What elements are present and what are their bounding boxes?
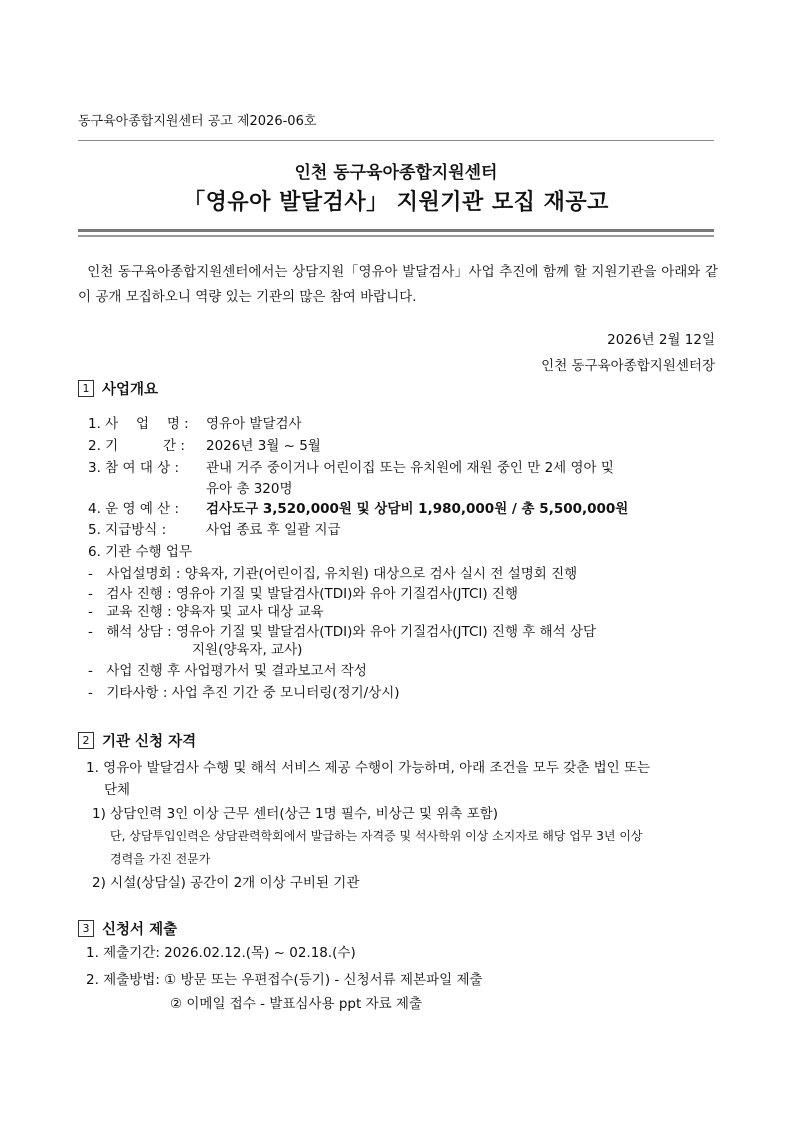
overview-item-payment: 5. 지급방식 : 사업 종료 후 일괄 지급 bbox=[88, 522, 341, 538]
title-line2: 「영유아 발달검사」 지원기관 모집 재공고 bbox=[183, 190, 609, 215]
task-item-cont: 지원(양육자, 교사) bbox=[192, 642, 303, 658]
section1-title: 사업개요 bbox=[102, 382, 159, 398]
section3-title: 신청서 제출 bbox=[102, 922, 178, 938]
eligibility-sub1-note: 단, 상담투입인력은 상담관력학회에서 발급하는 자격증 및 석사학위 이상 소지자로 해당 업무 3년 이상 bbox=[110, 829, 643, 843]
section2-number: 2 bbox=[78, 732, 94, 749]
intro-text: 인천 동구육아종합지원센터에서는 상담지원「영유아 발달검사」사업 추진에 함께 할 지원기관을 아래와 같이 공개 모집하오니 역량 있는 기관의 많은 참여 바랍니다. bbox=[78, 264, 718, 305]
section3-number: 3 bbox=[78, 920, 94, 937]
intro-paragraph bbox=[78, 260, 718, 310]
overview-item-tasks: 6. 기관 수행 업무 bbox=[88, 544, 192, 560]
section2-heading bbox=[78, 730, 196, 751]
task-item: - 사업설명회 : 양육자, 기관(어린이집, 유치원) 대상으로 검사 실시 전 설명회 진행 bbox=[88, 566, 578, 582]
announcement-date: 2026년 2월 12일 bbox=[607, 332, 715, 348]
eligibility-item1-cont: 단체 bbox=[104, 782, 131, 798]
eligibility-item1: 1. 영유아 발달검사 수행 및 해석 서비스 제공 수행이 가능하며, 아래 조건을 모두 갖춘 법인 또는 bbox=[86, 760, 651, 776]
task-item: - 사업 진행 후 사업평가서 및 결과보고서 작성 bbox=[88, 663, 367, 679]
overview-item-period: 2. 기 간 : 2026년 3월 ~ 5월 bbox=[88, 438, 321, 454]
task-item: - 교육 진행 : 양육자 및 교사 대상 교육 bbox=[88, 604, 324, 620]
eligibility-sub1: 1) 상담인력 3인 이상 근무 센터(상근 1명 필수, 비상근 및 위촉 포함) bbox=[92, 806, 499, 822]
title-box bbox=[78, 140, 714, 232]
notice-number: 동구육아종합지원센터 공고 제2026-06호 bbox=[78, 114, 317, 129]
section1-number: 1 bbox=[78, 380, 94, 397]
issuer: 인천 동구육아종합지원센터장 bbox=[541, 358, 715, 374]
task-item: - 해석 상담 : 영유아 기질 및 발달검사(TDI)와 유아 기질검사(JTCI) 진행 후 해석 상담 bbox=[88, 624, 597, 640]
overview-item-target-cont: 유아 총 320명 bbox=[206, 481, 293, 497]
submission-method-cont: ② 이메일 접수 - 발표심사용 ppt 자료 제출 bbox=[170, 996, 423, 1012]
task-item: - 검사 진행 : 영유아 기질 및 발달검사(TDI)와 유아 기질검사(JTCI) 진행 bbox=[88, 586, 519, 602]
overview-item-budget: 4. 운 영 예 산 : 검사도구 3,520,000원 및 상담비 1,980,000원 / 총 5,500,000원 bbox=[88, 501, 629, 517]
title-line1: 인천 동구육아종합지원센터 bbox=[294, 163, 498, 183]
section1-heading bbox=[78, 378, 158, 399]
submission-method: 2. 제출방법: ① 방문 또는 우편접수(등기) - 신청서류 제본파일 제출 bbox=[86, 972, 483, 988]
eligibility-sub1-note-cont: 경력을 가진 전문가 bbox=[110, 852, 211, 866]
submission-period: 1. 제출기간: 2026.02.12.(목) ~ 02.18.(수) bbox=[86, 945, 356, 961]
overview-item-name: 1. 사 업 명 : 영유아 발달검사 bbox=[88, 416, 302, 432]
section2-title: 기관 신청 자격 bbox=[102, 734, 197, 750]
task-item: - 기타사항 : 사업 추진 기간 중 모니터링(정기/상시) bbox=[88, 685, 400, 701]
overview-item-target: 3. 참 여 대 상 : 관내 거주 중이거나 어린이집 또는 유치원에 재원 중인 만 2세 영아 및 bbox=[88, 460, 614, 476]
eligibility-sub2: 2) 시설(상담실) 공간이 2개 이상 구비된 기관 bbox=[92, 875, 360, 891]
section3-heading bbox=[78, 918, 177, 939]
